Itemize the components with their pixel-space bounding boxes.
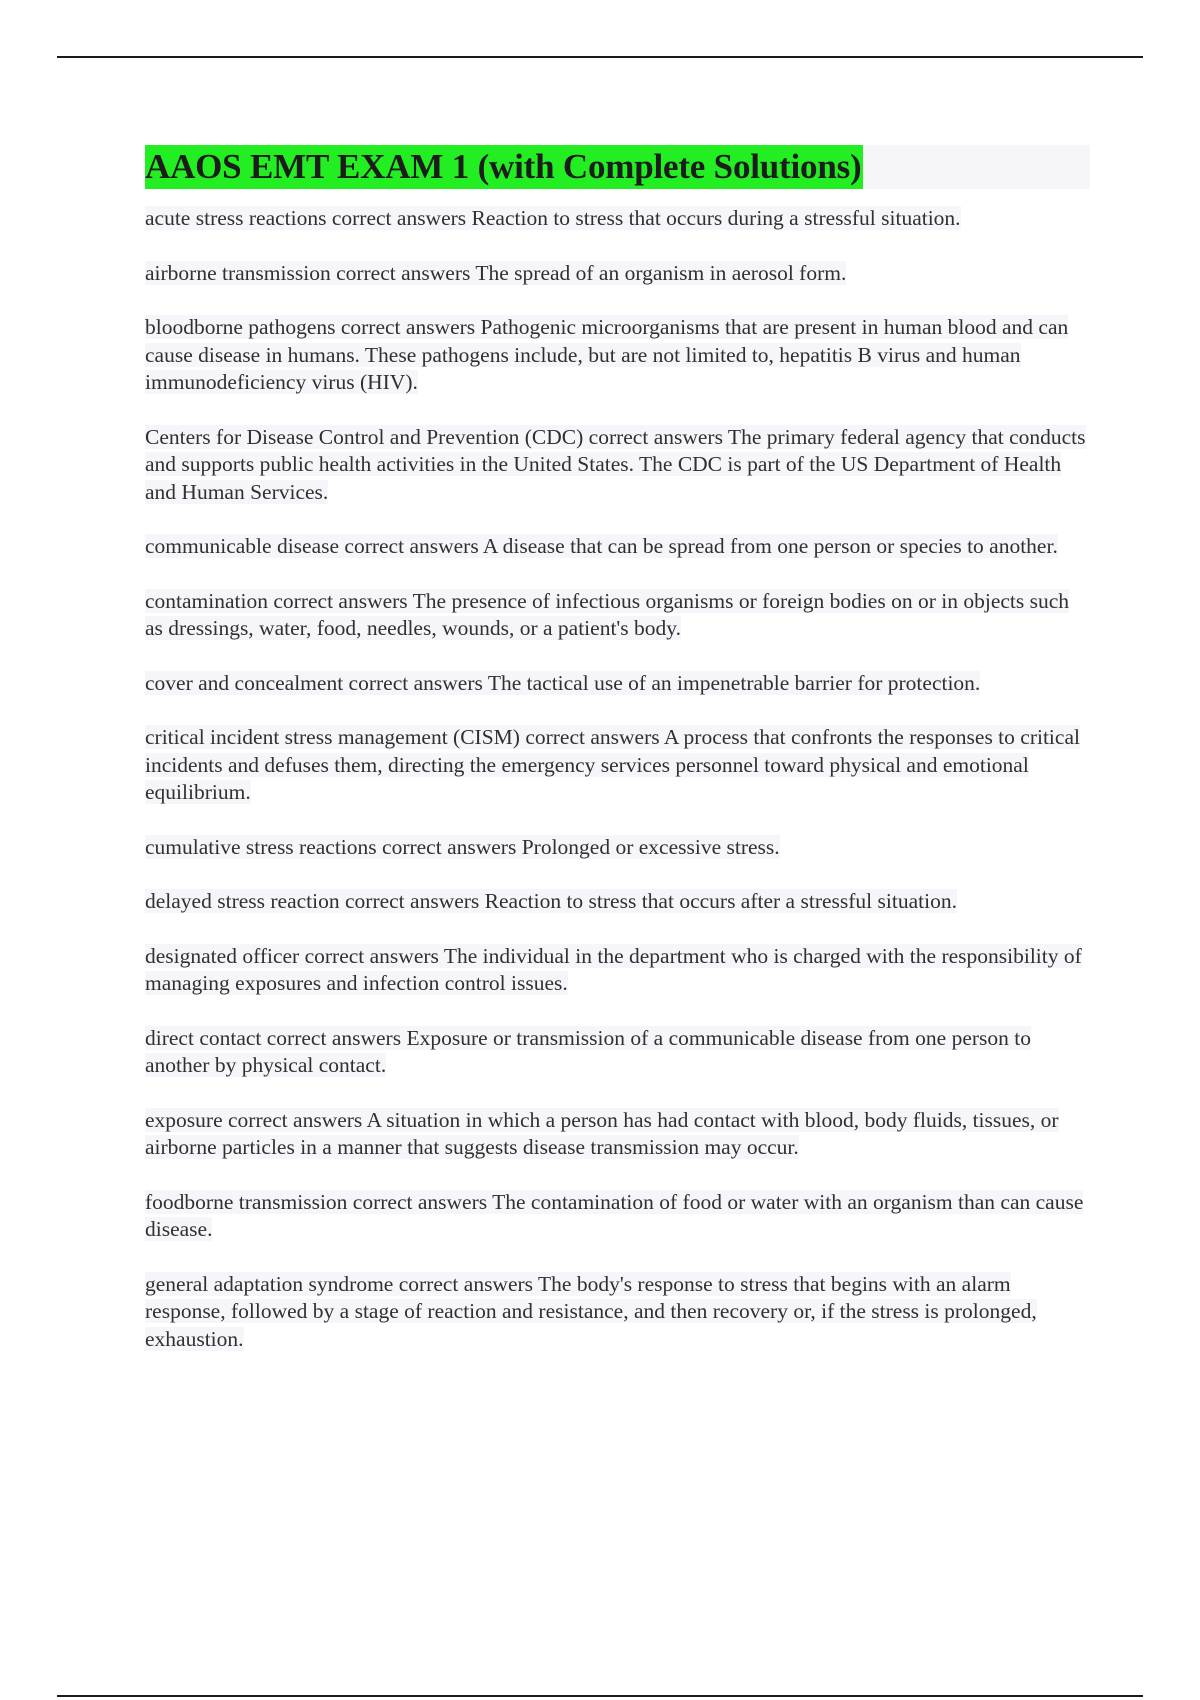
list-item (145, 943, 1090, 998)
list-item (145, 314, 1090, 397)
entry-text: cumulative stress reactions correct answers Prolonged or excessive stress. (145, 834, 780, 859)
list-item (145, 260, 1090, 288)
document-body (145, 145, 1090, 1380)
entry-text: acute stress reactions correct answers Reaction to stress that occurs during a stressful situation. (145, 206, 961, 230)
entry-text: communicable disease correct answers A disease that can be spread from one person or species to another. (145, 534, 1058, 558)
bottom-rule (57, 1695, 1143, 1697)
entry-text: bloodborne pathogens correct answers Pathogenic microorganisms that are present in human blood and can cause disease in humans. These pathogens include, but are not limited to, hepatitis B virus and human immunodeficiency virus (HIV). (145, 315, 1069, 394)
list-item (145, 1025, 1090, 1080)
list-item (145, 424, 1090, 507)
entry-text: Centers for Disease Control and Prevention (CDC) correct answers The primary federal agency that conducts and supports public health activities in the United States. The CDC is part of the US Department of Health and Human Services. (145, 424, 1086, 504)
list-item (145, 588, 1090, 643)
entry-text: cover and concealment correct answers The tactical use of an impenetrable barrier for protection. (145, 670, 981, 695)
top-rule (57, 56, 1143, 58)
list-item (145, 1189, 1090, 1244)
list-item (145, 205, 1090, 233)
title-bar (145, 145, 1090, 189)
list-item (145, 1271, 1090, 1354)
list-item (145, 1107, 1090, 1162)
list-item (145, 533, 1090, 561)
entry-text: critical incident stress management (CISM) correct answers A process that confronts the responses to critical incidents and defuses them, directing the emergency services personnel toward physical and emotional equilibrium. (145, 725, 1080, 804)
list-item (145, 670, 1090, 698)
entry-text: general adaptation syndrome correct answers The body's response to stress that begins with an alarm response, followed by a stage of reaction and resistance, and then recovery or, if the stress is prolonged, exhaustion. (145, 1271, 1037, 1351)
list-item (145, 724, 1090, 807)
entry-text: direct contact correct answers Exposure or transmission of a communicable disease from one person to another by physical contact. (145, 1025, 1031, 1077)
entry-text: contamination correct answers The presence of infectious organisms or foreign bodies on or in objects such as dressings, water, food, needles, wounds, or a patient's body. (145, 588, 1070, 640)
entry-text: designated officer correct answers The individual in the department who is charged with the responsibility of managing exposures and infection control issues. (145, 943, 1082, 995)
list-item (145, 888, 1090, 916)
list-item (145, 834, 1090, 862)
entry-text: foodborne transmission correct answers The contamination of food or water with an organism than can cause disease. (145, 1189, 1084, 1241)
document-title: AAOS EMT EXAM 1 (with Complete Solutions) (145, 145, 863, 189)
entry-text: airborne transmission correct answers The spread of an organism in aerosol form. (145, 260, 847, 285)
entry-text: delayed stress reaction correct answers Reaction to stress that occurs after a stressful situation. (145, 889, 957, 913)
entry-text: exposure correct answers A situation in which a person has had contact with blood, body fluids, tissues, or airborne particles in a manner that suggests disease transmission may occur. (145, 1107, 1059, 1159)
